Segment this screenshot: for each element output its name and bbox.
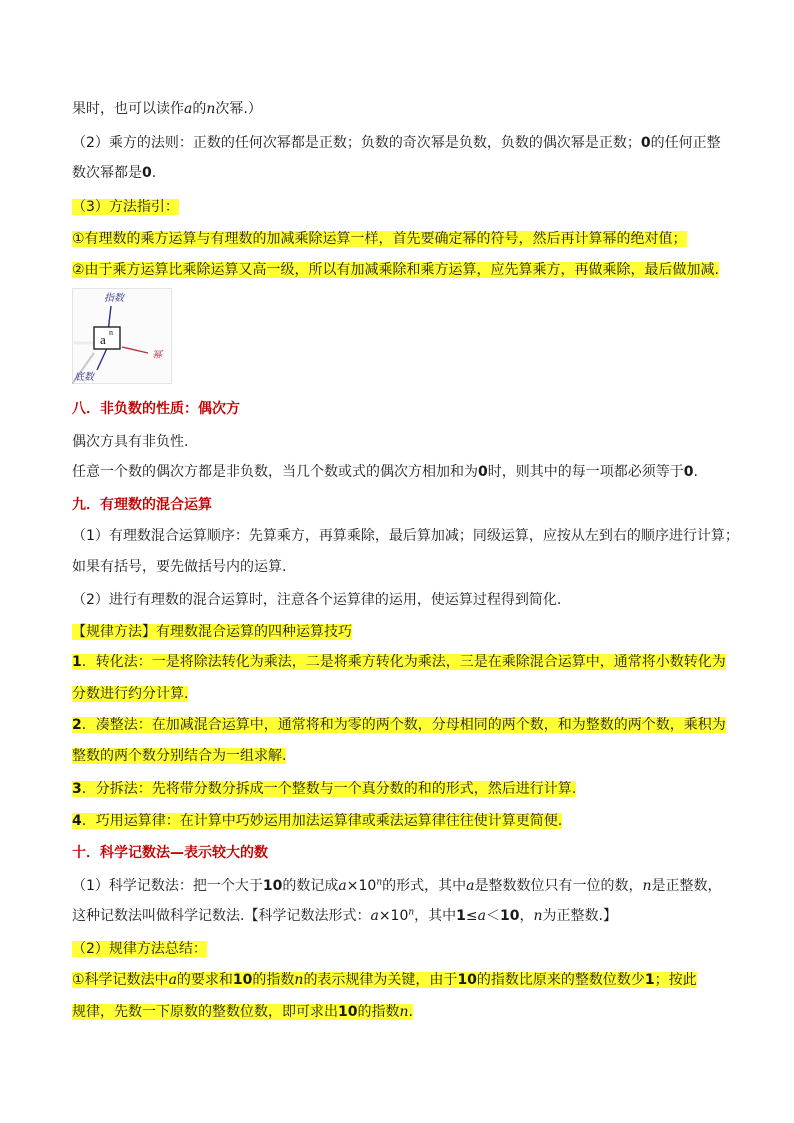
- text-line: （1）科学记数法：把一个大于10的数记成$a\times 10^n$的形式，其中a是整数数位只有一位的数，n是正整数，: [72, 877, 722, 894]
- text-line: 分数进行约分计算.: [72, 686, 189, 702]
- section-heading-10: 十．科学记数法—表示较大的数: [72, 845, 268, 861]
- text-line: 这种记数法叫做科学记数法.【科学记数法形式：$a\times 10^n$，其中1≤a＜10，n为正整数.】: [72, 907, 617, 924]
- text-line: 偶次方具有非负性.: [72, 434, 189, 450]
- power-diagram-figure: [72, 288, 172, 384]
- text-line: 1．转化法：一是将除法转化为乘法，二是将乘方转化为乘法，三是在乘除混合运算中，通常将小数转化为: [72, 654, 726, 670]
- text-line: 规律，先数一下原数的整数位数，即可求出10的指数n.: [72, 1004, 413, 1020]
- text-line: ①科学记数法中a的要求和10的指数n的表示规律为关键，由于10的指数比原来的整数位数少1；按此: [72, 972, 697, 988]
- text-line: （2）进行有理数的混合运算时，注意各个运算律的运用，使运算过程得到简化.: [72, 592, 562, 608]
- text-line: 整数的两个数分别结合为一组求解.: [72, 748, 287, 764]
- section-heading-8: 八．非负数的性质：偶次方: [72, 401, 240, 417]
- power-label: 幂: [152, 350, 162, 361]
- power-exponent: n: [109, 328, 113, 337]
- text-line: ②由于乘方运算比乘除运算又高一级，所以有加减乘除和乘方运算，应先算乘方，再做乘除，最后做加减.: [72, 262, 719, 278]
- text-line: 果时，也可以读作a的n次幂.）: [72, 101, 262, 117]
- exponent-label: 指数: [104, 293, 124, 304]
- text-line: 数次幂都是0.: [72, 165, 157, 181]
- text-line: 如果有括号，要先做括号内的运算.: [72, 559, 287, 575]
- text-line: （1）有理数混合运算顺序：先算乘方，再算乘除，最后算加减；同级运算，应按从左到右的顺序进行计算；: [72, 528, 739, 544]
- text-line: 【规律方法】有理数混合运算的四种运算技巧: [72, 624, 352, 640]
- text-line: 2．凑整法：在加减混合运算中，通常将和为零的两个数，分母相同的两个数，和为整数的两个数，乘积为: [72, 717, 726, 733]
- text-line: （2）乘方的法则：正数的任何次幂都是正数；负数的奇次幂是负数，负数的偶次幂是正数；0的任何正整: [72, 135, 721, 151]
- text-line: （3）方法指引：: [72, 199, 179, 215]
- text-line: 4．巧用运算律：在计算中巧妙运用加法运算律或乘法运算律往往使计算更简便.: [72, 813, 563, 829]
- text-line: ①有理数的乘方运算与有理数的加减乘除运算一样，首先要确定幂的符号，然后再计算幂的绝对值；: [72, 231, 687, 247]
- base-label: 底数: [74, 372, 94, 383]
- section-heading-9: 九．有理数的混合运算: [72, 497, 212, 513]
- text-line: 3．分拆法：先将带分数分拆成一个整数与一个真分数的和的形式，然后进行计算.: [72, 781, 577, 797]
- text-line: 任意一个数的偶次方都是非负数，当几个数或式的偶次方相加和为0时，则其中的每一项都必须等于0.: [72, 464, 698, 480]
- text-line: （2）规律方法总结：: [72, 941, 207, 957]
- power-base: a: [100, 332, 106, 347]
